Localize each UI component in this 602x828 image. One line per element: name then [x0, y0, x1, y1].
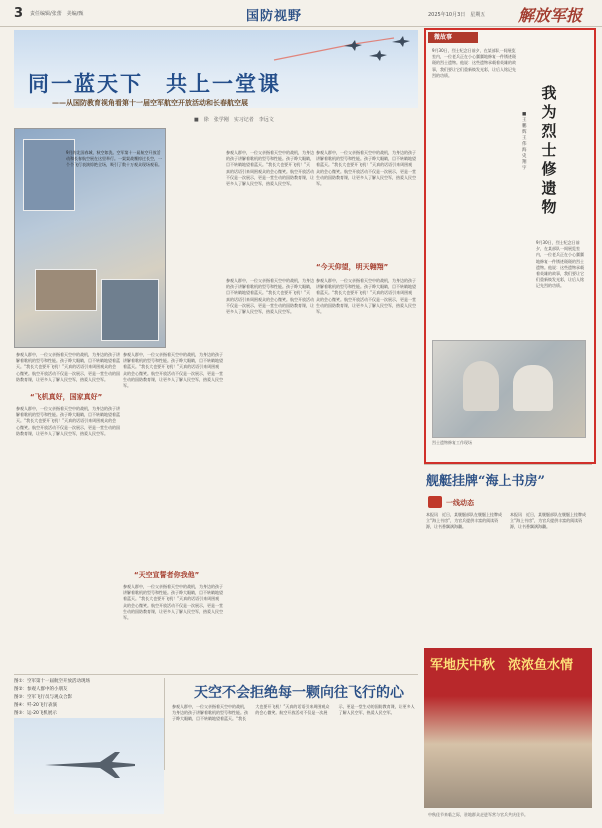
subtitle-3: “天空宣誓者你我他” — [134, 571, 200, 579]
bottom-jet-photo — [14, 718, 164, 814]
page-number: 3 — [14, 6, 24, 21]
feature-body-col-1: 9月30日，烈士纪念日前夕，在某部队一间展览室内，一位老兵正在小心翼翼地修复一件锈迹斑斑的烈士遗物。他说：这些遗物承载着英雄的故事，我们要让它们重新焕发光彩，让后人铭记先烈的功绩。 — [432, 48, 516, 78]
feature-tag: 微故事 — [428, 32, 478, 43]
subtitle-1: “飞机真好，国家真好” — [30, 393, 103, 401]
issue-date: 2025年10月3日 星期五 — [428, 12, 486, 18]
column-body-1: 本报讯 近日，某舰艇部队在舰艇上挂牌成立“海上书房”，为官兵提供丰富的阅读资源，让书香飘满海疆。 — [426, 512, 502, 530]
main-headline: 同一蓝天下 共上一堂课 — [28, 71, 281, 96]
feature-body-col-2: 9月30日，烈士纪念日前夕，在某部队一间展览室内，一位老兵正在小心翼翼地修复一件锈迹斑斑的烈士遗物。他说：这些遗物承载着英雄的故事，我们要让它们重新焕发光彩，让后人铭记先烈的功绩。 — [536, 240, 584, 289]
body-column-2b: 参观人群中，一位父亲指着天空中的战机，为身边的孩子讲解着歌机的型号和性能。孩子睁大眼睛，目不转睛地望着蓝天。“我长大也要开飞机！”天真的话语引来周围观众的会心微笑。航空开放活动不仅是一次展示，更是一堂生动的国防教育课，让更多人了解人民空军，热爱人民空军。 — [123, 584, 223, 621]
caption-item: 图①：空军第十一届航空开放活动现场 — [14, 679, 91, 684]
lower-headline: 舰艇挂牌“海上书房” — [426, 474, 545, 489]
caption-item: 图⑤：运-20飞机展示 — [14, 711, 57, 716]
body-column-4b: 参观人群中，一位父亲指着天空中的战机，为身边的孩子讲解着歌机的型号和性能。孩子睁大眼睛，目不转睛地望着蓝天。“我长大也要开飞机！”天真的话语引来周围观众的会心微笑。航空开放活动不仅是一次展示，更是一堂生动的国防教育课，让更多人了解人民空军，热爱人民空军。 — [316, 278, 416, 315]
collage-photo-crowd — [35, 269, 97, 311]
collage-photo-jet — [101, 279, 159, 341]
column-badge-icon — [428, 496, 442, 508]
column-title: 一线动态 — [446, 499, 474, 507]
body-column-3b: 参观人群中，一位父亲指着天空中的战机，为身边的孩子讲解着歌机的型号和性能。孩子睁大眼睛，目不转睛地望着蓝天。“我长大也要开飞机！”天真的话语引来周围观众的会心微笑。航空开放活动不仅是一次展示，更是一堂生动的国防教育课，让更多人了解人民空军，热爱人民空军。 — [226, 278, 314, 315]
feature-photo-caption: 烈士遗物修复工作现场 — [432, 440, 472, 445]
main-intro: 9月的北国春城，秋空如洗。空军第十一届航空开放活动和长春航空展在这里举行。一架架战鹰掠过长空，一个个飞行表演惊艳全场，吸引了数十万观众现场观看。 — [66, 150, 162, 167]
caption-item: 图③：空军飞行员与观众合影 — [14, 695, 73, 700]
caption-item: 图②：参观人群中的小朋友 — [14, 687, 68, 692]
feature-title: 我为烈士修遗物 — [541, 84, 557, 216]
feature-photo — [432, 340, 586, 438]
caption-item: 图④：歼-20飞行表演 — [14, 703, 57, 708]
body-column-4a: 参观人群中，一位父亲指着天空中的战机，为身边的孩子讲解着歌机的型号和性能。孩子睁大眼睛，目不转睛地望着蓝天。“我长大也要开飞机！”天真的话语引来周围观众的会心微笑。航空开放活动不仅是一次展示，更是一堂生动的国防教育课，让更多人了解人民空军，热爱人民空军。 — [316, 150, 416, 187]
column-body-2: 本报讯 近日，某舰艇部队在舰艇上挂牌成立“海上书房”，为官兵提供丰富的阅读资源，让书香飘满海疆。 — [510, 512, 586, 530]
feature-author: ■王鹏辉 王伟海 史翔宇 — [522, 112, 531, 171]
bottom-headline: 天空不会拒绝每一颗向往飞行的心 — [194, 685, 404, 701]
main-byline: ■ 徐 张学刚 实习记者 李远文 — [194, 117, 274, 123]
divider — [424, 464, 592, 465]
subtitle-2: “今天仰望，明天翱翔” — [316, 263, 389, 271]
main-subheadline: ——从国防教育视角看第十一届空军航空开放活动和长春航空展 — [52, 99, 248, 107]
newspaper-logo: 解放军报 — [518, 6, 583, 25]
bottom-body: 参观人群中，一位父亲指着天空中的战机，为身边的孩子讲解着歌机的型号和性能。孩子睁大眼睛，目不转睛地望着蓝天。“我长大也要开飞机！”天真的话语引来周围观众的会心微笑。航空开放活动不仅是一次展示，更是一堂生动的国防教育课，让更多人了解人民空军，热爱人民空军。 — [172, 704, 415, 722]
body-column-3a: 参观人群中，一位父亲指着天空中的战机，为身边的孩子讲解着歌机的型号和性能。孩子睁大眼睛，目不转睛地望着蓝天。“我长大也要开飞机！”天真的话语引来周围观众的会心微笑。航空开放活动不仅是一次展示，更是一堂生动的国防教育课，让更多人了解人民空军，热爱人民空军。 — [226, 150, 314, 187]
section-title: 国防视野 — [246, 9, 303, 24]
photo-caption: 中秋佳节来临之际，驻地群众走进军营与官兵共庆佳节。 — [428, 812, 528, 817]
photo-banner-text: 军地庆中秋 浓浓鱼水情 — [430, 658, 574, 673]
body-column-2a: 参观人群中，一位父亲指着天空中的战机，为身边的孩子讲解着歌机的型号和性能。孩子睁大眼睛，目不转睛地望着蓝天。“我长大也要开飞机！”天真的话语引来周围观众的会心微笑。航空开放活动不仅是一次展示，更是一堂生动的国防教育课，让更多人了解人民空军，热爱人民空军。 — [123, 352, 223, 389]
editor-credits: 责任编辑/张蕾 美编/甄 — [30, 11, 84, 17]
body-column-1a: 参观人群中，一位父亲指着天空中的战机，为身边的孩子讲解着歌机的型号和性能。孩子睁大眼睛，目不转睛地望着蓝天。“我长大也要开飞机！”天真的话语引来周围观众的会心微笑。航空开放活动不仅是一次展示，更是一堂生动的国防教育课，让更多人了解人民空军，热爱人民空军。 — [16, 352, 120, 382]
divider — [14, 674, 418, 675]
body-column-1b: 参观人群中，一位父亲指着天空中的战机，为身边的孩子讲解着歌机的型号和性能。孩子睁大眼睛，目不转睛地望着蓝天。“我长大也要开飞机！”天真的话语引来周围观众的会心微笑。航空开放活动不仅是一次展示，更是一堂生动的国防教育课，让更多人了解人民空军，热爱人民空军。 — [16, 406, 120, 436]
